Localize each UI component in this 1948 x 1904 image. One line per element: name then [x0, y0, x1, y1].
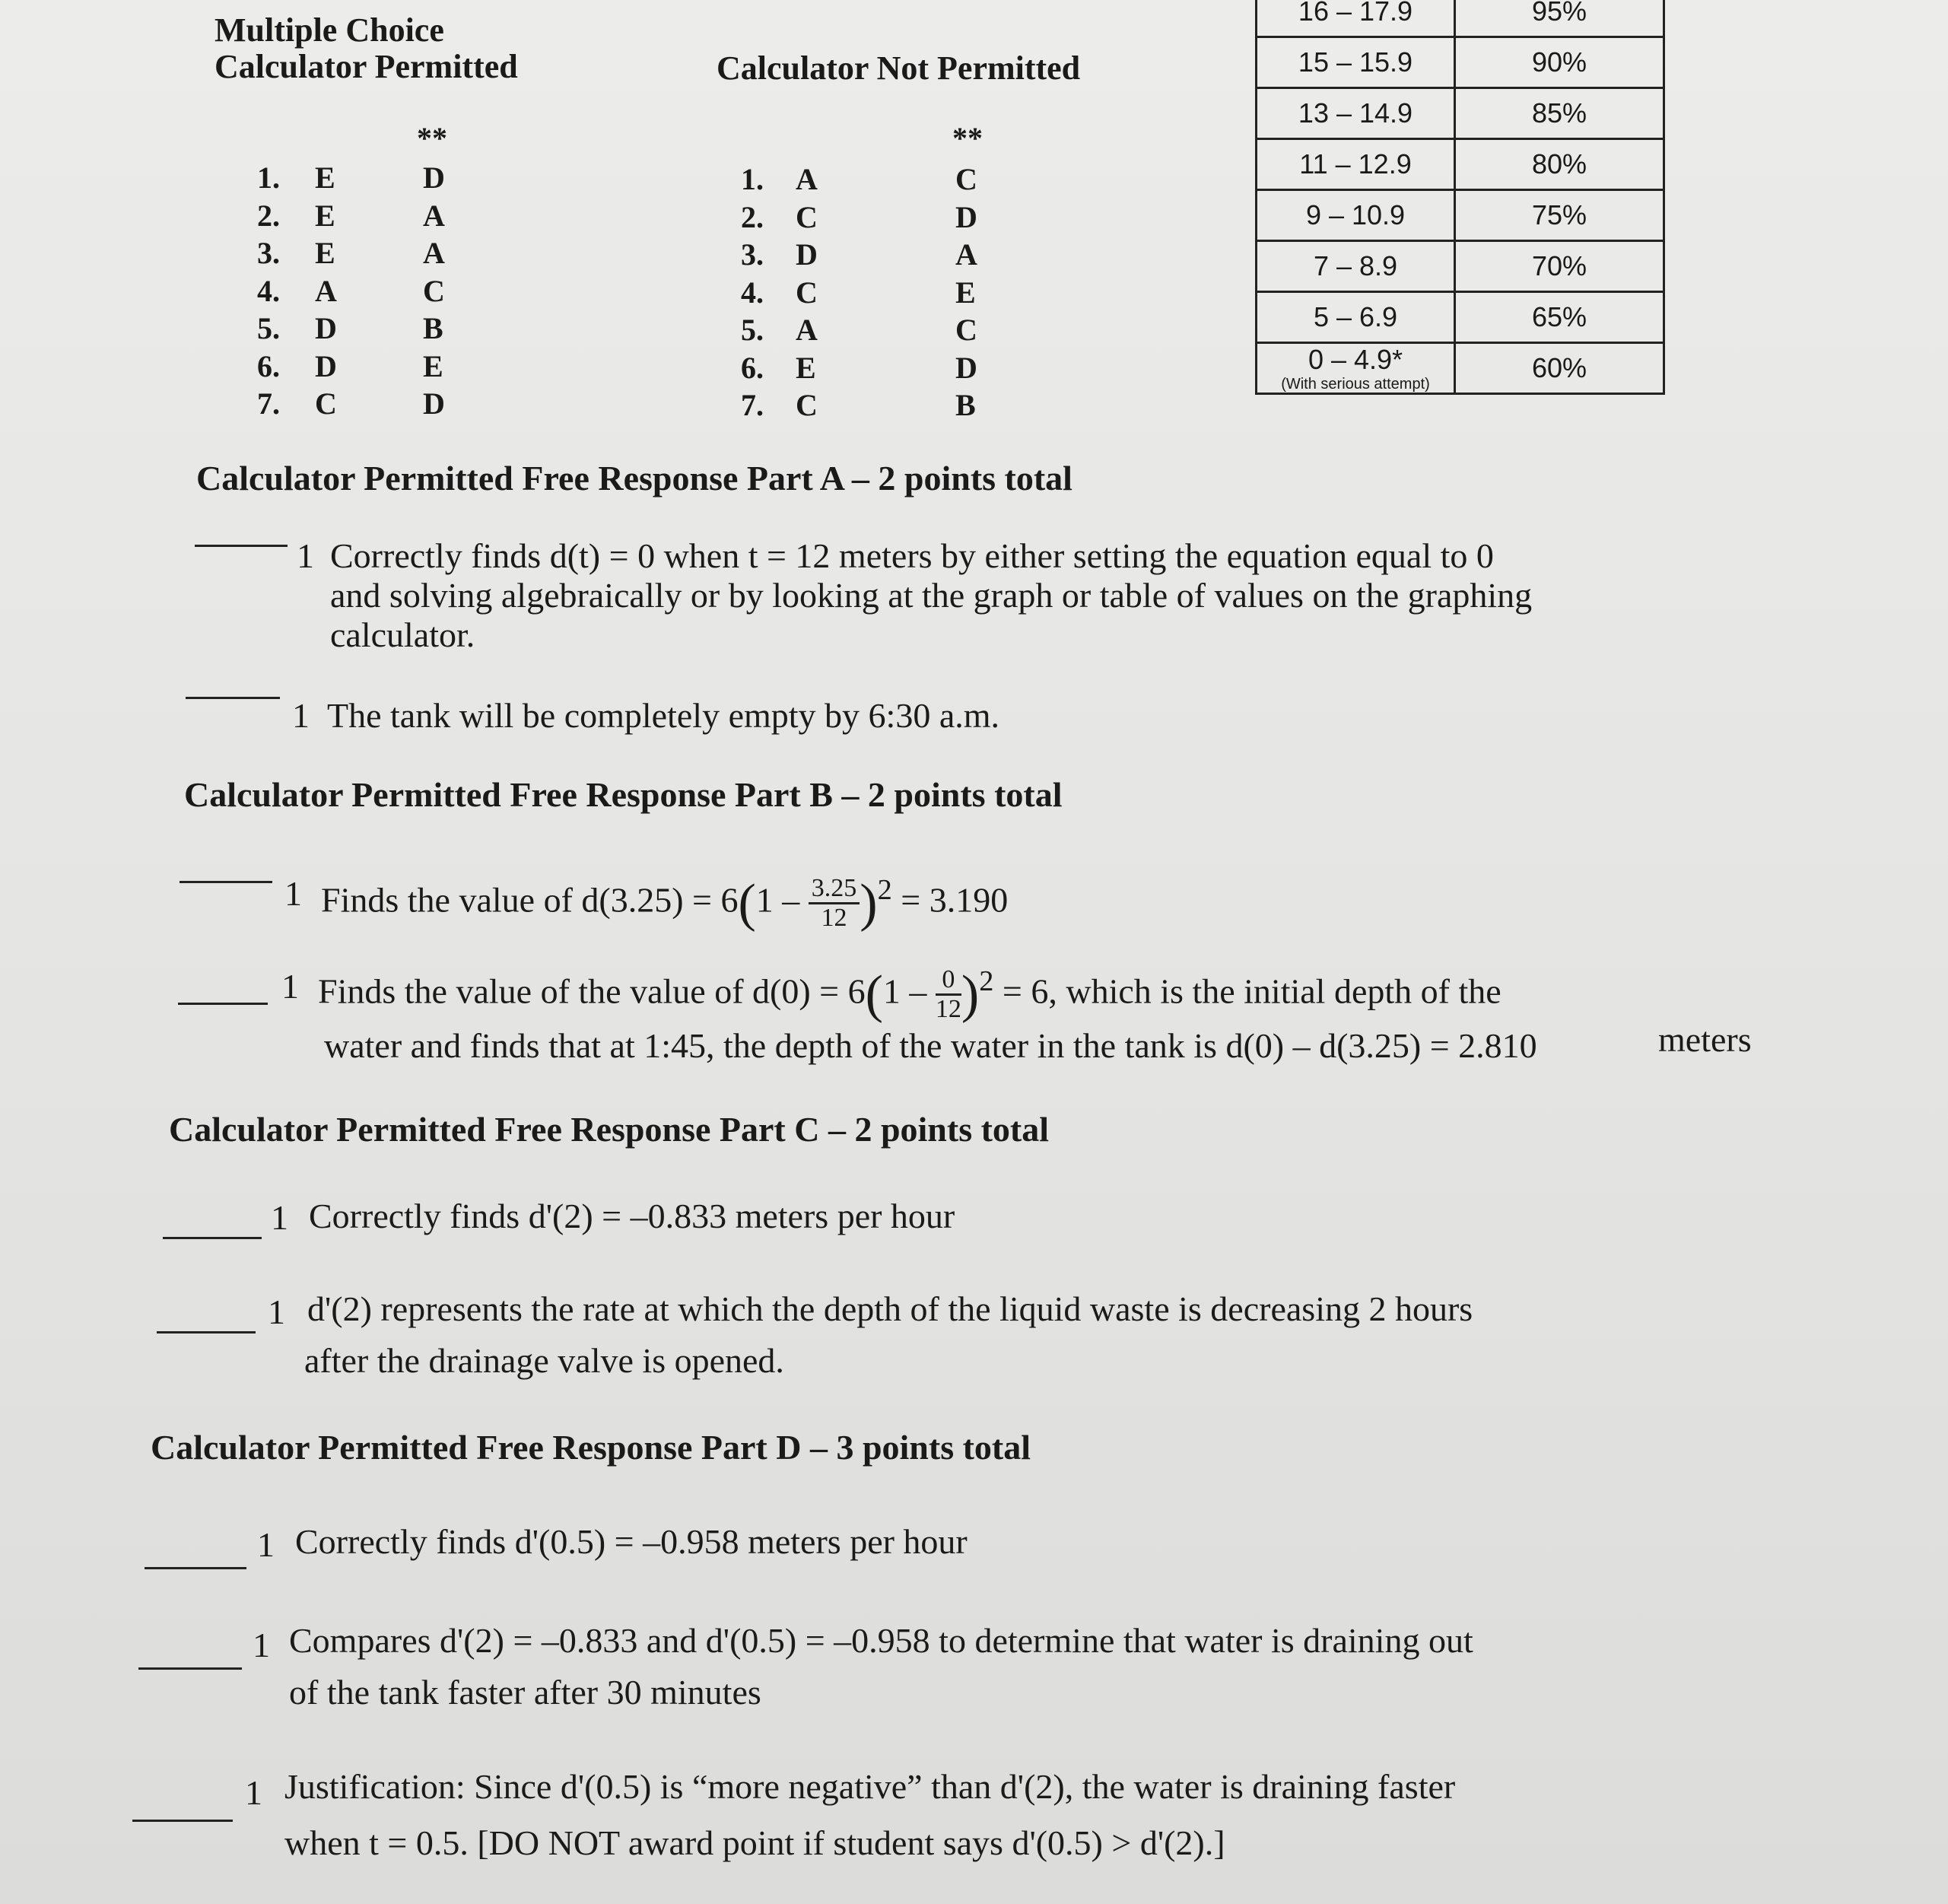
- grade-row: [1257, 88, 1664, 139]
- grade-percent: 95%: [1455, 0, 1664, 37]
- mc-right-b-3: A: [955, 237, 977, 272]
- grade-range: [1257, 190, 1455, 241]
- partD-item3-line2: when t = 0.5. [DO NOT award point if student says d'(0.5) > d'(2).]: [284, 1823, 1225, 1862]
- partC-item2-line2: after the drainage valve is opened.: [304, 1341, 784, 1380]
- partD-item1-blank: [145, 1567, 246, 1569]
- mc-left-num-5: 5.: [257, 311, 280, 345]
- grade-row: [1257, 37, 1664, 88]
- partC-item2-line1: d'(2) represents the rate at which the depth of the liquid waste is decreasing 2 hours: [307, 1289, 1473, 1328]
- partD-item3-blank: [132, 1820, 233, 1822]
- grade-row: [1257, 343, 1664, 394]
- grade-percent: 60%: [1455, 343, 1664, 394]
- mc-right-b-5: C: [955, 313, 977, 347]
- grade-percent: 80%: [1455, 139, 1664, 190]
- grade-row: [1257, 241, 1664, 292]
- partB-item1-frac-den: 12: [821, 904, 847, 933]
- mc-right-num-3: 3.: [741, 237, 764, 272]
- mc-right-a-6: E: [796, 350, 816, 385]
- grade-range-text: 5 – 6.9: [1313, 301, 1398, 332]
- grade-range: [1257, 88, 1455, 139]
- grade-range-text: 11 – 12.9: [1299, 148, 1412, 180]
- mc-left-a-1: E: [315, 161, 335, 195]
- partD-item1-text: Correctly finds d'(0.5) = –0.958 meters per hour: [295, 1522, 968, 1561]
- calc-not-permitted-label: Calculator Not Permitted: [717, 49, 1081, 87]
- calc-permitted-label: Calculator Permitted: [215, 48, 518, 85]
- mc-left-b-4: C: [423, 273, 445, 308]
- mc-right-a-7: C: [796, 388, 818, 422]
- grade-range-text: 13 – 14.9: [1298, 97, 1413, 129]
- partA-item1-points: 1: [297, 536, 314, 575]
- grade-row: [1257, 139, 1664, 190]
- partB-item1-equation: Finds the value of d(3.25) = 6(1 – $\frac{3.25}{12}$ )$^2$ = 3.190: [321, 873, 1009, 933]
- mc-left-num-1: 1.: [257, 161, 280, 195]
- partB-item1-fraction: [809, 875, 860, 932]
- mc-left-b-5: B: [423, 311, 443, 345]
- partA-item2-text: The tank will be completely empty by 6:30 a.m.: [327, 696, 1000, 735]
- mc-left-num-4: 4.: [257, 273, 280, 308]
- partD-item3-points: 1: [245, 1773, 262, 1812]
- partB-item2-line2: water and finds that at 1:45, the depth of the water in the tank is d(0) – d(3.25) = 2.810: [324, 1026, 1537, 1065]
- grade-row: [1257, 292, 1664, 343]
- grade-range: [1257, 241, 1455, 292]
- star-mark-left: **: [417, 121, 447, 155]
- partB-item2-unit: meters: [1658, 1020, 1752, 1059]
- mc-left-a-2: E: [315, 198, 335, 233]
- mc-left-b-7: D: [423, 386, 445, 421]
- mc-left-b-2: A: [423, 198, 445, 233]
- mc-right-num-2: 2.: [741, 199, 764, 234]
- mc-right-b-4: E: [955, 275, 976, 310]
- mc-left-num-2: 2.: [257, 198, 280, 233]
- grade-conversion-table: [1255, 0, 1665, 395]
- partA-item2-blank: [186, 697, 280, 699]
- mc-left-a-6: D: [315, 348, 337, 383]
- partA-item1-line2: and solving algebraically or by looking at the graph or table of values on the graphing: [330, 576, 1533, 615]
- partB-item2-pre: Finds the value of the value of d(0) = 6: [318, 971, 866, 1011]
- mc-left-a-5: D: [315, 311, 337, 345]
- partB-item2-frac-den: 12: [935, 995, 961, 1024]
- mc-left-num-6: 6.: [257, 348, 280, 383]
- grade-row: [1257, 190, 1664, 241]
- partC-item2-points: 1: [268, 1292, 285, 1331]
- mc-left-b-1: D: [423, 161, 445, 195]
- grade-range-text: 16 – 17.9: [1298, 0, 1413, 27]
- mc-right-b-7: B: [955, 388, 976, 422]
- grade-range-text: 9 – 10.9: [1305, 199, 1406, 230]
- partB-heading: Calculator Permitted Free Response Part B – 2 points total: [184, 775, 1063, 814]
- grade-range: [1257, 37, 1455, 88]
- mc-left-num-7: 7.: [257, 386, 280, 421]
- partA-item1-blank: [195, 545, 288, 547]
- grade-footnote: (With serious attempt): [1281, 376, 1430, 393]
- grade-range: [1257, 292, 1455, 343]
- mc-title: Multiple Choice: [215, 11, 444, 49]
- partD-item2-points: 1: [253, 1626, 270, 1664]
- partB-item2-fraction: [936, 966, 961, 1023]
- mc-right-b-1: C: [955, 162, 977, 196]
- grade-range: [1257, 343, 1455, 394]
- partD-item1-points: 1: [257, 1525, 275, 1564]
- partC-item1-blank: [163, 1237, 262, 1239]
- mc-left-num-3: 3.: [257, 236, 280, 270]
- mc-right-b-6: D: [955, 350, 977, 385]
- grade-row: [1257, 0, 1664, 37]
- star-mark-right: **: [952, 121, 983, 155]
- mc-left-a-7: C: [315, 386, 337, 421]
- mc-right-a-2: C: [796, 199, 818, 234]
- mc-left-b-6: E: [423, 348, 443, 383]
- partB-item1-blank: [180, 881, 272, 883]
- partD-item2-line1: Compares d'(2) = –0.833 and d'(0.5) = –0.958 to determine that water is draining out: [289, 1621, 1473, 1660]
- partB-item1-frac-num: 3.25: [809, 875, 860, 904]
- grade-percent: 85%: [1455, 88, 1664, 139]
- partD-item3-line1: Justification: Since d'(0.5) is “more negative” than d'(2), the water is draining faster: [284, 1767, 1456, 1806]
- mc-right-a-3: D: [796, 237, 818, 272]
- mc-right-num-5: 5.: [741, 313, 764, 347]
- partB-item2-points: 1: [281, 967, 299, 1006]
- partA-item1-line1: Correctly finds d(t) = 0 when t = 12 meters by either setting the equation equal to 0: [330, 536, 1494, 575]
- partC-item2-blank: [157, 1331, 256, 1333]
- mc-right-a-1: A: [796, 162, 818, 196]
- mc-right-num-6: 6.: [741, 350, 764, 385]
- partD-item2-line2: of the tank faster after 30 minutes: [289, 1673, 761, 1712]
- mc-right-b-2: D: [955, 199, 977, 234]
- mc-right-num-4: 4.: [741, 275, 764, 310]
- mc-right-a-4: C: [796, 275, 818, 310]
- mc-left-a-4: A: [315, 273, 337, 308]
- partD-item2-blank: [138, 1667, 242, 1670]
- partD-heading: Calculator Permitted Free Response Part D – 3 points total: [151, 1428, 1031, 1467]
- partA-heading: Calculator Permitted Free Response Part A – 2 points total: [196, 459, 1073, 497]
- mc-right-a-5: A: [796, 313, 818, 347]
- grade-percent: 90%: [1455, 37, 1664, 88]
- grade-percent: 65%: [1455, 292, 1664, 343]
- grade-range-text: 15 – 15.9: [1298, 46, 1413, 78]
- partB-item1-points: 1: [284, 874, 302, 913]
- partB-item2-frac-num: 0: [936, 966, 961, 996]
- partC-item1-text: Correctly finds d'(2) = –0.833 meters per hour: [309, 1197, 955, 1235]
- partB-item2-post: = 6, which is the initial depth of the: [1002, 971, 1502, 1011]
- partC-item1-points: 1: [271, 1198, 288, 1237]
- mc-left-b-3: A: [423, 236, 445, 270]
- mc-right-num-7: 7.: [741, 388, 764, 422]
- partB-item1-post: = 3.190: [901, 880, 1009, 920]
- grade-range: [1257, 0, 1455, 37]
- grade-percent: 75%: [1455, 190, 1664, 241]
- partA-item2-points: 1: [292, 696, 310, 735]
- mc-right-num-1: 1.: [741, 162, 764, 196]
- partA-item1-line3: calculator.: [330, 615, 475, 654]
- partB-item2-blank: [178, 1003, 268, 1005]
- partB-item1-pre: Finds the value of d(3.25) = 6: [321, 880, 739, 920]
- partB-item2-equation: Finds the value of the value of d(0) = 6(1 – $\frac{0}{12}$ )$^2$ = 6, which is the initial depth of the: [318, 965, 1502, 1024]
- mc-left-a-3: E: [315, 236, 335, 270]
- grade-range-text: 7 – 8.9: [1313, 250, 1398, 281]
- grade-range: [1257, 139, 1455, 190]
- partC-heading: Calculator Permitted Free Response Part C – 2 points total: [169, 1110, 1050, 1149]
- grade-range-text: 0 – 4.9*: [1308, 344, 1403, 375]
- grade-percent: 70%: [1455, 241, 1664, 292]
